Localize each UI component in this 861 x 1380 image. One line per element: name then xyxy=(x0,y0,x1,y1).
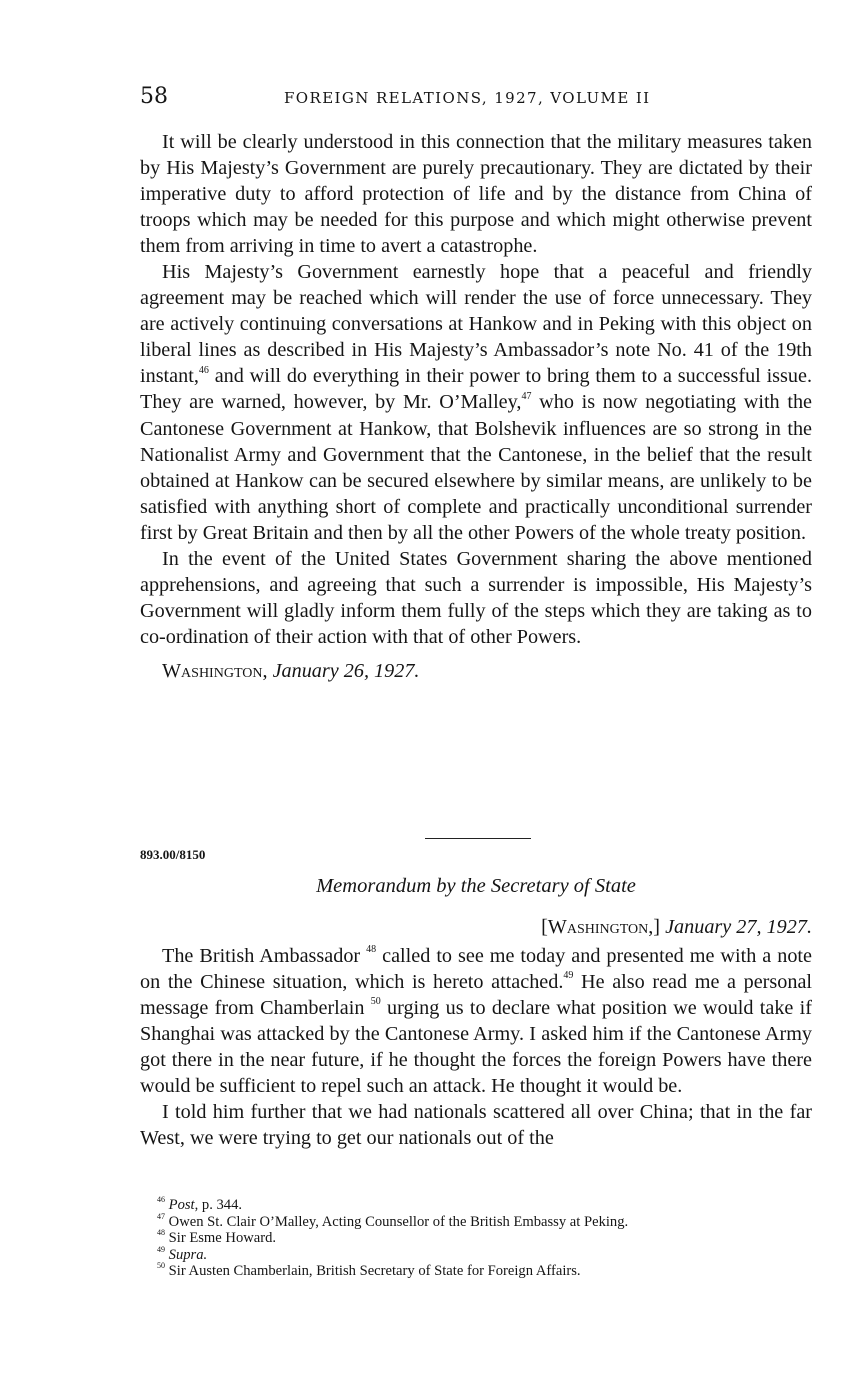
footnote: $^{48}$ Sir Esme Howard. xyxy=(157,1228,277,1246)
footnote-ref: 48 xyxy=(366,944,377,956)
document-title: Memorandum by the Secretary of State xyxy=(316,875,636,897)
footnote: $^{46}$ Post, p. 344. xyxy=(157,1195,243,1213)
footnotes xyxy=(157,1197,628,1280)
note-continuation xyxy=(140,129,812,684)
page-header xyxy=(140,84,812,114)
file-number: 893.00/8150 xyxy=(140,847,206,862)
running-title: FOREIGN RELATIONS, 1927, VOLUME II xyxy=(284,89,651,107)
paragraph: In the event of the United States Government sharing the above mentioned apprehensions, and agreeing that such a surrender is impossible, His Majesty’s Government will gladly inform them fully of the steps which they are taking as to co-ordination of their action with that of other Powers. xyxy=(140,547,812,648)
footnote: $^{49}$ Supra. xyxy=(157,1244,208,1263)
paragraph: His Majesty’s Government earnestly hope that a peaceful and friendly agreement may be reached which will render the use of force unnecessary. They are actively continuing conversations at Hankow and in Peking with this object on liberal lines as described in His Majesty’s Ambassador’s note No. 41 of the 19th instant,$^{46}$ and will do everything in their power to bring them to a successful issue. They are warned, however, by Mr. O’Malley,$^{47}$ who is now negotiating with the Cantonese Government at Hankow, that Bolshevik influences are so strong in the Nationalist Army and Government that the Cantonese, in the belief that the result obtained at Hankow can be secured elsewhere by similar means, are unlikely to be satisfied with anything short of complete and practically unconditional surrender first by Great Britain and then by all the other Powers of the whole treaty position. xyxy=(140,261,812,544)
paragraph: It will be clearly understood in this connection that the military measures taken by His Majesty’s Government are purely precautionary. They are dictated by their imperative duty to afford protection of life and by the distance from China of troops which may be needed for this purpose and which might otherwise prevent them from arriving in time to avert a catastrophe. xyxy=(140,131,812,258)
signature-line xyxy=(140,658,812,684)
sign-place: Washington, xyxy=(162,659,268,682)
footnote: $^{47}$ Owen St. Clair O’Malley, Acting Counsellor of the British Embassy at Peking. xyxy=(157,1211,629,1230)
memorandum-body xyxy=(140,943,812,1151)
dateline: [Washington,] January 27, 1927. xyxy=(541,916,812,938)
paragraph: The British Ambassador $^{48}$ called to see me today and presented me with a note on the Chinese situation, which is hereto attached.$^{49}$ He also read me a personal message from Chamberlain $^{50}$ urging us to declare what position we would take if Shanghai was attacked by the Cantonese Army. I asked him if the Cantonese Army got there in the near future, if he thought the forces the foreign Powers have there would be sufficient to repel such an attack. He thought it would be. xyxy=(140,944,813,1098)
footnote-ref: 46 xyxy=(198,364,209,376)
footnote: $^{50}$ Sir Austen Chamberlain, British Secretary of State for Foreign Affairs. xyxy=(157,1261,581,1279)
page-number: 58 xyxy=(140,84,168,109)
footnote-ref: 50 xyxy=(370,996,381,1008)
footnote-ref: 49 xyxy=(563,970,574,982)
section-divider xyxy=(425,838,531,839)
sign-date: January 26, 1927. xyxy=(272,659,420,682)
paragraph: I told him further that we had nationals scattered all over China; that in the far West, we were trying to get our nationals out of the xyxy=(140,1101,812,1150)
footnote-ref: 47 xyxy=(521,390,532,402)
